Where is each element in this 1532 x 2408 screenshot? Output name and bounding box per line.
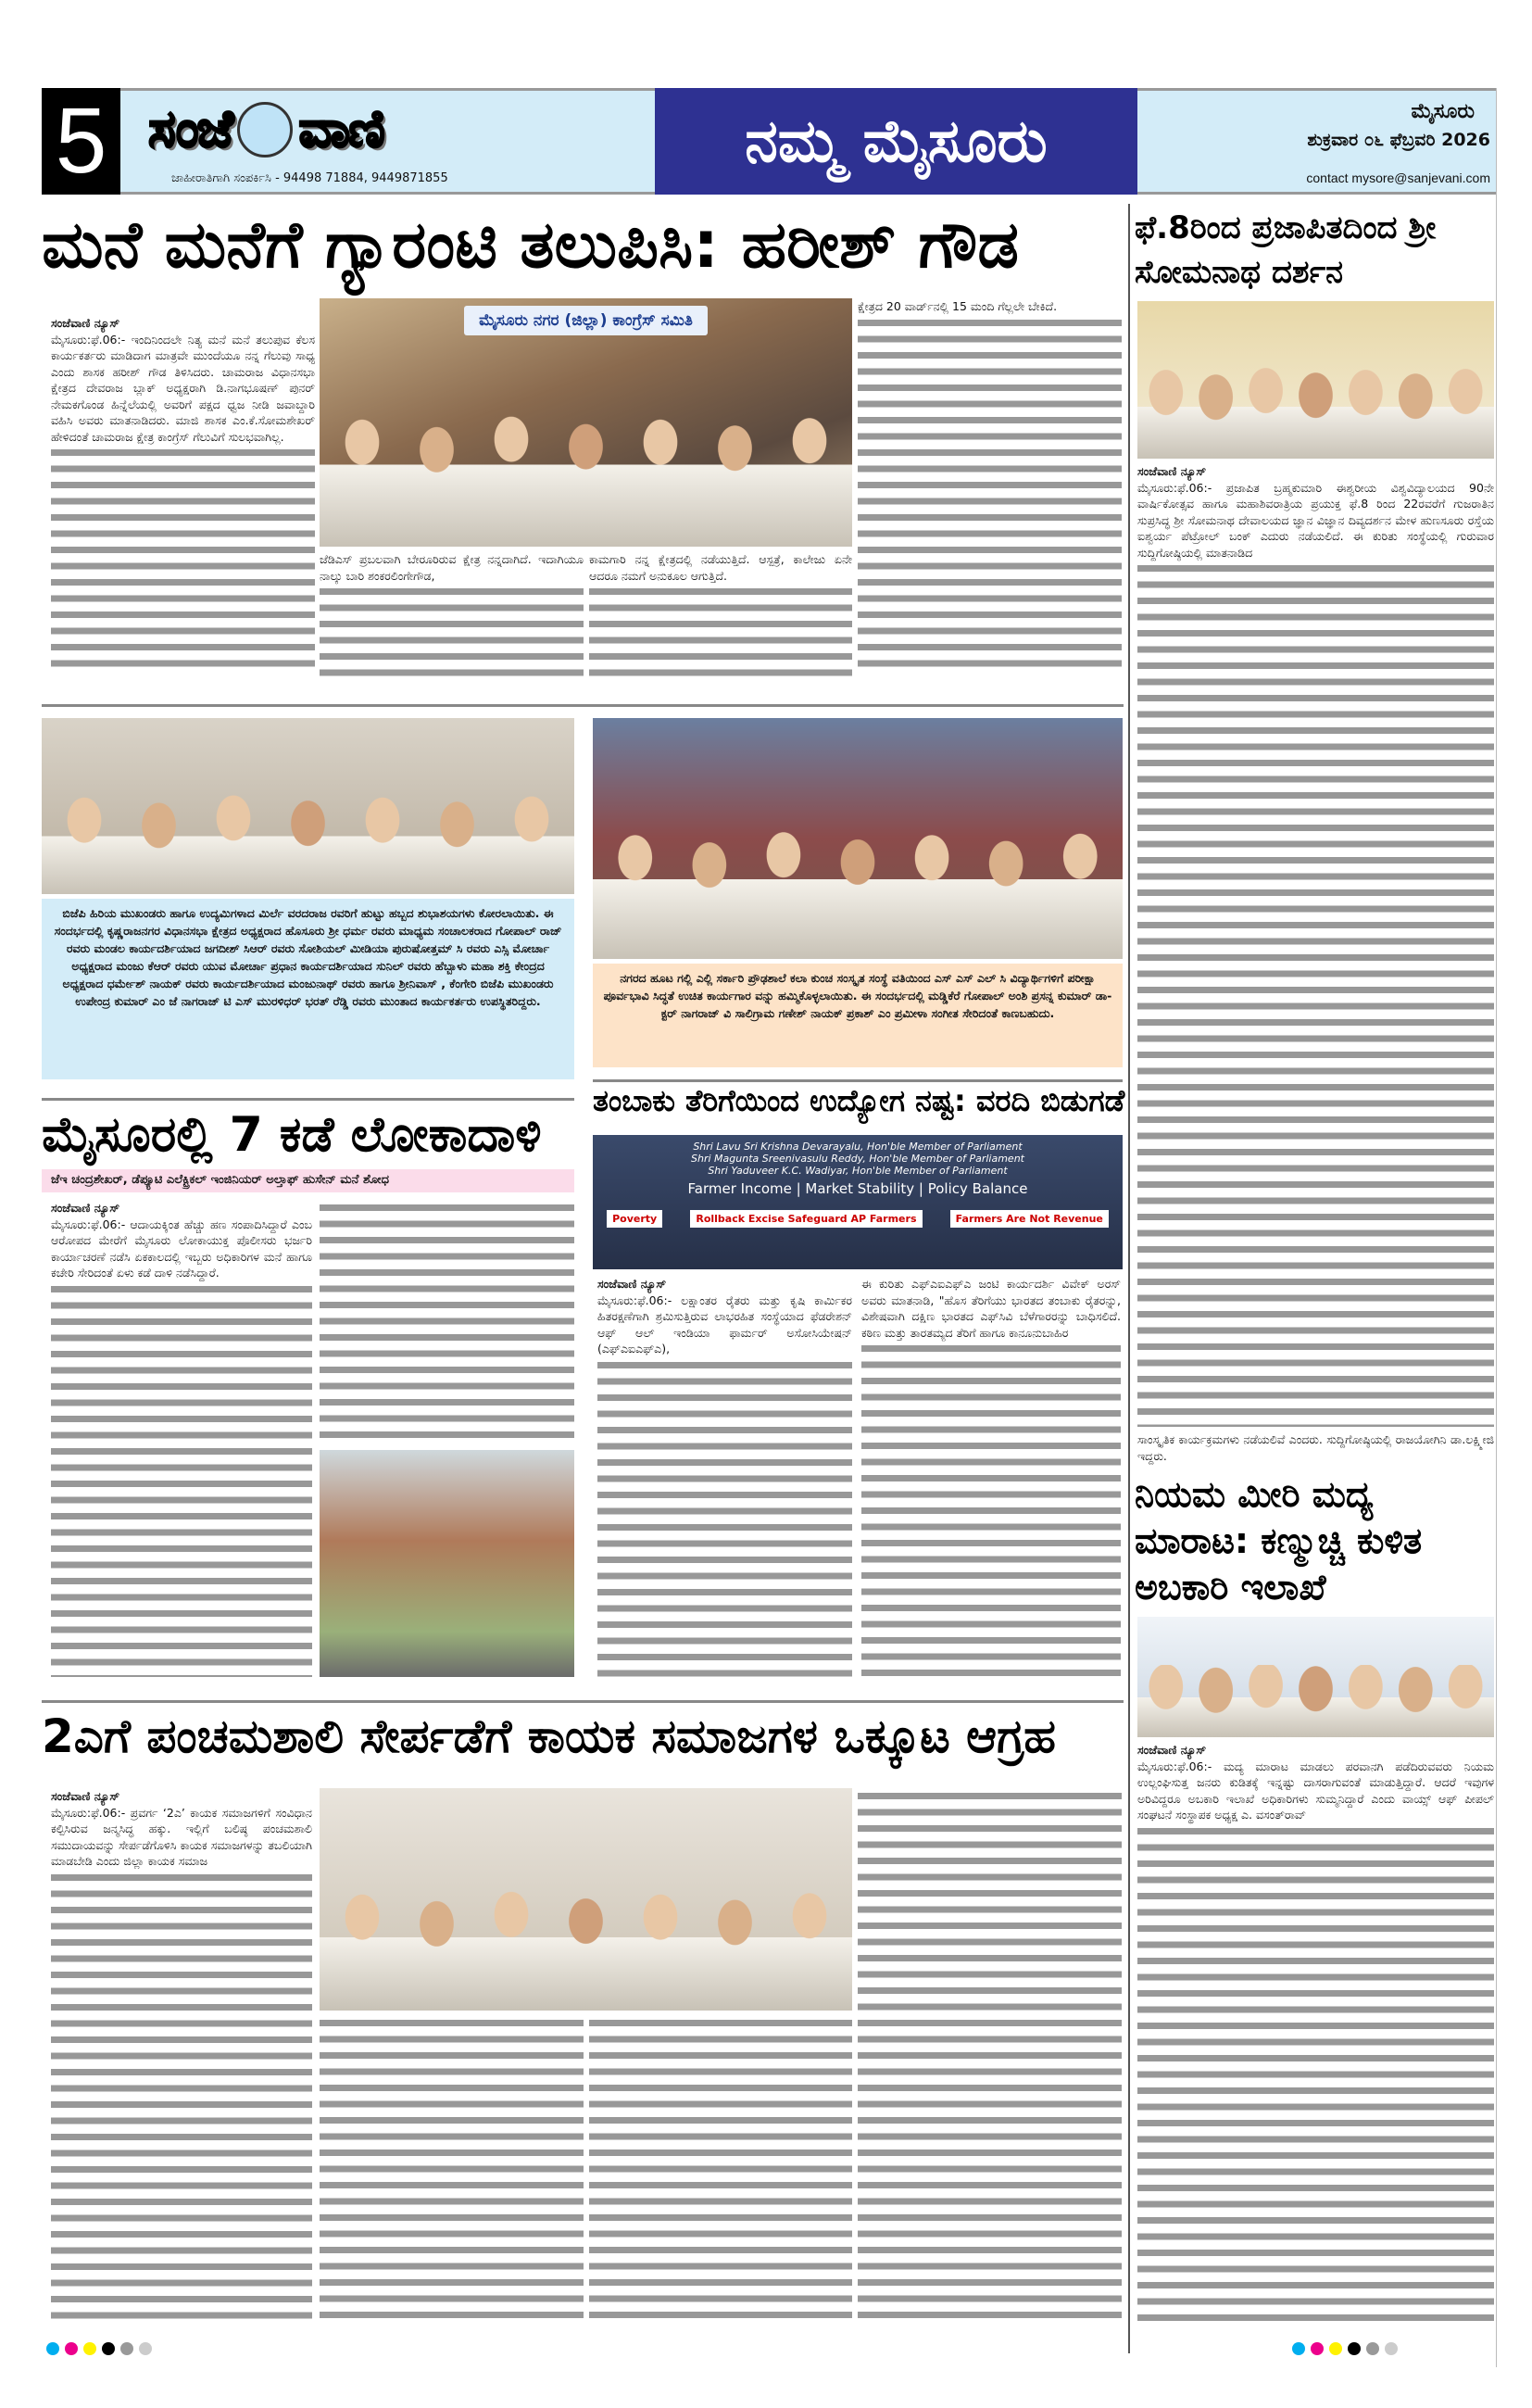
text-lines (320, 584, 584, 676)
byline: ಸಂಜೆವಾಣಿ ನ್ಯೂಸ್ (51, 1789, 120, 1803)
contact-email: contact mysore@sanjevani.com (1306, 170, 1490, 185)
placard: Poverty (607, 1210, 662, 1228)
byline: ಸಂಜೆವಾಣಿ ನ್ಯೂಸ್ (1137, 464, 1207, 478)
article-tobacco-col1 (597, 1276, 852, 1677)
article-text: ಕ್ಷೇತ್ರದ 20 ವಾರ್ಡ್‌ನಲ್ಲಿ 15 ಮಂದಿ ಗೆಲ್ಲಲೇ ಬೇಕಿದೆ. (858, 299, 1058, 313)
section-title: ನಮ್ಮ ಮೈಸೂರು (655, 88, 1137, 195)
text-lines (320, 1200, 574, 1443)
text-lines (320, 2015, 584, 2326)
article-text: ಮೈಸೂರು:ಫೆ.06:- ಮದ್ಯ ಮಾರಾಟ ಮಾಡಲು ಪರವಾನಗಿ ಪಡೆದಿರುವವರು ನಿಯಮ ಉಲ್ಲಂಘಿಸುತ್ತ ಜನರು ಕುಡಿತಕ್ಕೆ ಇನ್ನಷ್ಟು ದಾಸರಾಗುವಂತೆ ಮಾಡುತ್ತಿದ್ದಾರೆ. ಆದರೆ ಇವುಗಳ ಅರಿವಿದ್ದರೂ ಅಬಕಾರಿ ಇಲಾಖೆ ಅಧಿಕಾರಿಗಳು ಸುಮ್ಮನಿದ್ದಾರೆ ಎಂದು ವಾಯ್ಸ್ ಆಫ್ ಪೀಪಲ್ ಸಂಘಟನೆ ಸಂಸ್ಥಾಪಕ ಅಧ್ಯಕ್ಷ ಎ. ವಸಂತ್‌ರಾವ್ (1137, 1759, 1494, 1822)
byline: ಸಂಜೆವಾಣಿ ನ್ಯೂಸ್ (51, 1201, 120, 1215)
photo-workshop (593, 718, 1123, 959)
article-guarantee-col2 (320, 551, 584, 676)
banner-line: Shri Lavu Sri Krishna Devarayalu, Hon'ble Member of Parliament (693, 1141, 1023, 1153)
banner-line: Farmer Income | Market Stability | Policy Balance (687, 1180, 1028, 1197)
edition-city: ಮೈಸೂರು (1411, 100, 1475, 123)
headline-lokayukta: ಮೈಸೂರಲ್ಲಿ 7 ಕಡೆ ಲೋಕಾದಾಳಿ (42, 1107, 542, 1163)
article-panchamasali-col1 (51, 1788, 312, 2326)
photo-somnath-press (1137, 301, 1494, 459)
banner-line: Shri Magunta Sreenivasulu Reddy, Hon'ble Member of Parliament (691, 1153, 1024, 1165)
photo-birthday (42, 718, 574, 894)
section-rule (593, 1079, 1123, 1082)
article-excise (1137, 1742, 1494, 2326)
text-lines (858, 315, 1122, 677)
text-lines (51, 445, 315, 676)
dove-emblem-icon (237, 102, 293, 158)
article-text: ಮೈಸೂರು:ಫೆ.06:- ಪ್ರಜಾಪಿತ ಬ್ರಹ್ಮಕುಮಾರಿ ಈಶ್ವರೀಯ ವಿಶ್ವವಿದ್ಯಾಲಯದ 90ನೇ ವಾರ್ಷಿಕೋತ್ಸವ ಹಾಗೂ ಮಹಾಶಿವರಾತ್ರಿಯ ಪ್ರಯುಕ್ತ ಫೆ.8 ರಿಂದ 22ರವರೆಗೆ ಗುಜರಾತಿನ ಸುಪ್ರಸಿದ್ಧ ಶ್ರೀ ಸೋಮನಾಥ ದೇವಾಲಯದ ಜ್ಞಾನ ವಿಜ್ಞಾನ ದಿವ್ಯದರ್ಶನ ಮೇಳ ಹುಣಸೂರು ರಸ್ತೆಯ ಐಶ್ವರ್ಯ ಪೆಟ್ರೋಲ್ ಬಂಕ್ ಎದುರು ನಡೆಯಲಿದೆ. ಈ ಕುರಿತು ಸಂಸ್ಥೆಯಲ್ಲಿ ಗುರುವಾರ ಸುದ್ದಿಗೋಷ್ಠಿಯಲ್ಲಿ ಮಾತನಾಡಿದ (1137, 480, 1494, 560)
registration-marks-left (46, 2342, 152, 2355)
article-text: ಮೈಸೂರು:ಫೆ.06:- ಪ್ರವರ್ಗ ‘2ಎ’ ಕಾಯಕ ಸಮಾಜಗಳಿಗೆ ಸಂವಿಧಾನ ಕಲ್ಪಿಸಿರುವ ಜನ್ಮಸಿದ್ಧ ಹಕ್ಕು. ಇಲ್ಲಿಗೆ ಬಲಿಷ್ಠ ಪಂಚಮಶಾಲಿ ಸಮುದಾಯವನ್ನು ಸೇರ್ಪಡೆಗೊಳಿಸಿ ಕಾಯಕ ಸಮಾಜಗಳನ್ನು ತಬಲಿಯಾಗಿ ಮಾಡಬೇಡಿ ಎಂದು ಜಿಲ್ಲಾ ಕಾಯಕ ಸಮಾಜ (51, 1805, 312, 1868)
subhead-lokayukta: ಜೆಇ ಚಂದ್ರಶೇಖರ್, ಡೆಪ್ಯೂಟಿ ಎಲೆಕ್ಟ್ರಿಕಲ್ ಇಂಜಿನಿಯರ್ ಅಲ್ತಾಫ್ ಹುಸೇನ್ ಮನೆ ಶೋಧ (42, 1169, 574, 1192)
column-divider (1128, 204, 1130, 2353)
headline-guarantee: ಮನೆ ಮನೆಗೆ ಗ್ಯಾರಂಟಿ ತಲುಪಿಸಿ: ಹರೀಶ್ ಗೌಡ (42, 207, 1020, 283)
banner-line: Shri Yaduveer K.C. Wadiyar, Hon'ble Member of Parliament (708, 1165, 1008, 1177)
article-lokayukta-col2 (320, 1200, 574, 1443)
text-lines (51, 1870, 312, 2326)
text-lines (1137, 1823, 1494, 2326)
section-rule (42, 704, 1124, 707)
article-panchamasali-col4 (858, 1788, 1122, 2326)
article-text: ಮೈಸೂರು:ಫೆ.06:- ಇಂದಿನಿಂದಲೇ ನಿತ್ಯ ಮನೆ ಮನೆ ತಲುಪುವ ಕೆಲಸ ಕಾರ್ಯಕರ್ತರು ಮಾಡಿದಾಗ ಮಾತ್ರವೇ ಮುಂದೆಯೂ ನನ್ನ ಗೆಲುವು ಸಾಧ್ಯ ಎಂದು ಶಾಸಕ ಹರೀಶ್ ಗೌಡ ತಿಳಿಸಿದರು. ಚಾಮರಾಜ ವಿಧಾನಸಭಾ ಕ್ಷೇತ್ರದ ದೇವರಾಜ ಬ್ಲಾಕ್ ಅಧ್ಯಕ್ಷರಾಗಿ ಡಿ.ನಾಗಭೂಷಣ್ ಪುನರ್ ನೇಮಕಗೊಂಡ ಹಿನ್ನೆಲೆಯಲ್ಲಿ ಅವರಿಗೆ ಪಕ್ಷದ ಧ್ವಜ ನೀಡಿ ಜವಾಬ್ದಾರಿ ವಹಿಸಿ ಅವರು ಮಾತನಾಡಿದರು. ಮಾಜಿ ಶಾಸಕ ಎಂ.ಕೆ.ಸೋಮಶೇಖರ್ ಹೇಳಿದಂತೆ ಚಾಮರಾಜ ಕ್ಷೇತ್ರ ಕಾಂಗ್ರೆಸ್ ಗೆಲುವಿಗೆ ಸುಲಭವಾಗಿಲ್ಲ. (51, 332, 315, 444)
caption-workshop: ನಗರದ ಹೂಟ ಗಲ್ಲಿ ಎಲ್ಲಿ ಸರ್ಕಾರಿ ಪ್ರೌಢಶಾಲೆ ಕಲಾ ಕುಂಚ ಸಂಸ್ಕೃತ ಸಂಸ್ಥೆ ವತಿಯಿಂದ ಎಸ್ ಎಸ್ ಎಲ್ ಸಿ ವಿದ್ಯಾರ್ಥಿಗಳಿಗೆ ಪರೀಕ್ಷಾ ಪೂರ್ವಭಾವಿ ಸಿದ್ಧತೆ ಉಚಿತ ಕಾರ್ಯಗಾರ ವನ್ನು ಹಮ್ಮಿಕೊಳ್ಳಲಾಯಿತು. ಈ ಸಂದರ್ಭದಲ್ಲಿ ಮಡ್ಡಿಕೆರೆ ಗೋಪಾಲ್ ಅಂಶಿ ಪ್ರಸನ್ನ ಕುಮಾರ್ ಡಾ-ಕ್ಟರ್ ನಾಗರಾಜ್ ವಿ ಸಾಲಿಗ್ರಾಮ ಗಣೇಶ್ ನಾಯಕ್ ಪ್ರಕಾಶ್ ಎಂ ಪ್ರಮೀಳಾ ಸಂಗೀತ ಸೇರಿದಂತೆ ಕಾಣಬಹುದು. (593, 964, 1123, 1067)
text-lines (858, 1788, 1122, 2326)
article-text: ಮೈಸೂರು:ಫೆ.06:- ಆದಾಯಕ್ಕಿಂತ ಹೆಚ್ಚು ಹಣ ಸಂಪಾದಿಸಿದ್ದಾರೆ ಎಂಬ ಆರೋಪದ ಮೇರೆಗೆ ಮೈಸೂರು ಲೋಕಾಯುಕ್ತ ಪೊಲೀಸರು ಭರ್ಜರಿ ಕಾರ್ಯಾಚರಣೆ ನಡೆಸಿ ಏಕಕಾಲದಲ್ಲಿ ಇಬ್ಬರು ಅಧಿಕಾರಿಗಳ ಮನೆ ಹಾಗೂ ಕಚೇರಿ ಸೇರಿದಂತೆ ಏಳು ಕಡೆ ದಾಳಿ ನಡೆಸಿದ್ದಾರೆ. (51, 1217, 312, 1280)
page-number: 5 (42, 88, 120, 195)
byline: ಸಂಜೆವಾಣಿ ನ್ಯೂಸ್ (1137, 1743, 1207, 1757)
photo-congress-event (320, 298, 852, 547)
photo-excise-press (1137, 1617, 1494, 1737)
page-edge (1496, 88, 1497, 2367)
article-guarantee-col3 (589, 551, 852, 676)
article-text: ಜೆಡಿಎಸ್ ಪ್ರಬಲವಾಗಿ ಬೇರೂರಿರುವ ಕ್ಷೇತ್ರ ನನ್ನದಾಗಿದೆ. ಇದಾಗಿಯೂ ನಾಲ್ಕು ಬಾರಿ ಶಂಕರಲಿಂಗೇಗೌಡ, (320, 552, 584, 583)
headline-panchamasali: 2ಎಗೆ ಪಂಚಮಶಾಲಿ ಸೇರ್ಪಡೆಗೆ ಕಾಯಕ ಸಮಾಜಗಳ ಒಕ್ಕೂಟ ಆಗ್ರಹ (42, 1709, 1056, 1763)
article-guarantee-col4 (858, 298, 1122, 676)
text-lines (1137, 561, 1494, 1427)
article-somnath (1137, 463, 1494, 1427)
byline: ಸಂಜೆವಾಣಿ ನ್ಯೂಸ್ (597, 1277, 667, 1291)
section-rule (42, 1700, 1124, 1703)
photo-house (320, 1450, 574, 1677)
section-rule (42, 1098, 574, 1101)
article-tobacco-col2 (861, 1276, 1121, 1677)
article-guarantee-col1 (51, 315, 315, 676)
registration-marks-right (1292, 2342, 1398, 2355)
placard: Farmers Are Not Revenue (950, 1210, 1109, 1228)
article-somnath-ending: ಸಾಂಸ್ಕೃತಿಕ ಕಾರ್ಯಕ್ರಮಗಳು ನಡೆಯಲಿವೆ ಎಂದರು. ಸುದ್ದಿಗೋಷ್ಠಿಯಲ್ಲಿ ರಾಜಯೋಗಿನಿ ಡಾ.ಲಕ್ಷ್ಮೀಜಿ ಇದ್ದರು. (1137, 1431, 1494, 1469)
text-lines (861, 1341, 1121, 1677)
article-panchamasali-col2 (320, 2015, 584, 2326)
text-lines (51, 1281, 312, 1678)
caption-birthday: ಬಿಜೆಪಿ ಹಿರಿಯ ಮುಖಂಡರು ಹಾಗೂ ಉದ್ಯಮಿಗಳಾದ ಮಿರ್ಲೆ ವರದರಾಜ ರವರಿಗೆ ಹುಟ್ಟು ಹಬ್ಬದ ಶುಭಾಶಯಗಳು ಕೋರಲಾಯಿತು. ಈ ಸಂದರ್ಭದಲ್ಲಿ ಕೃಷ್ಣರಾಜನಗರ ವಿಧಾನಸಭಾ ಕ್ಷೇತ್ರದ ಅಧ್ಯಕ್ಷರಾದ ಹೊಸೂರು ಶ್ರೀ ಧರ್ಮ ರವರು ಮಾಧ್ಯಮ ಸಂಚಾಲಕರಾದ ಗೋಪಾಲ್ ರಾಜ್ ರವರು ಮಂಡಲ ಕಾರ್ಯದರ್ಶಿಯಾದ ಜಗದೀಶ್ ಸಿಆರ್ ರವರು ಸೋಶಿಯಲ್ ಮೀಡಿಯಾ ಪುರುಷೋತ್ತಮ್ ಸಿ ರವರು ಎಸ್ಸಿ ಮೋರ್ಚಾ ಅಧ್ಯಕ್ಷರಾದ ಮಂಜು ಕೆಆರ್ ರವರು ಯುವ ಮೋರ್ಚಾ ಪ್ರಧಾನ ಕಾರ್ಯದರ್ಶಿಯಾದ ಸುನಿಲ್ ರವರು ಹೆಬ್ಬಾಳು ಮಹಾ ಶಕ್ತಿ ಕೇಂದ್ರದ ಅಧ್ಯಕ್ಷರಾದ ಧರ್ಮೇಶ್ ನಾಯಕ್ ರವರು ಕಾರ್ಯದರ್ಶಿಯಾದ ಮಂಜುನಾಥ್ ರವರು ಹಾಗೂ ಶ್ರೀನಿವಾಸ್ , ಕೆಂಗೇರಿ ಬಿಜೆಪಿ ಮುಖಂಡರು ಉಪೇಂದ್ರ ಕುಮಾರ್ ಎಂ ಜೆ ನಾಗರಾಜ್ ಟಿ ಎಸ್ ಮುರಳಿಧರ್ ಭರತ್ ರೆಡ್ಡಿ ರವರು ಮುಂತಾದ ಕಾರ್ಯಕರ್ತರು ಉಪಸ್ಥಿತರಿದ್ದರು. (42, 899, 574, 1079)
text-lines (589, 2015, 852, 2326)
byline: ಸಂಜೆವಾಣಿ ನ್ಯೂಸ್ (51, 316, 120, 330)
edition-date: ಶುಕ್ರವಾರ ೦೬ ಫೆಬ್ರವರಿ 2026 (1307, 130, 1490, 150)
article-text: ಈ ಕುರಿತು ಎಫ್‌ಎಐಎಫ್‌ಎ ಜಂಟಿ ಕಾರ್ಯದರ್ಶಿ ವಿವೇಕ್ ಅರಸ್ ಅವರು ಮಾತನಾಡಿ, "ಹೊಸ ತೆರಿಗೆಯು ಭಾರತದ ತಂಬಾಕು ರೈತರನ್ನು, ವಿಶೇಷವಾಗಿ ದಕ್ಷಿಣ ಭಾರತದ ಎಫ್‌ಸಿವಿ ಬೆಳೆಗಾರರನ್ನು ಬಾಧಿಸಲಿದೆ. ಕಠಿಣ ಮತ್ತು ತಾರತಮ್ಯದ ತೆರಿಗೆ ಹಾಗೂ ಕಾನೂನುಬಾಹಿರ (861, 1277, 1121, 1340)
article-panchamasali-col3 (589, 2015, 852, 2326)
photo-tobacco-report (593, 1135, 1123, 1269)
article-text: ಮೈಸೂರು:ಫೆ.06:- ಲಕ್ಷಾಂತರ ರೈತರು ಮತ್ತು ಕೃಷಿ ಕಾರ್ಮಿಕರ ಹಿತರಕ್ಷಣೆಗಾಗಿ ಶ್ರಮಿಸುತ್ತಿರುವ ಲಾಭರಹಿತ ಸಂಸ್ಥೆಯಾದ ಫೆಡರೇಶನ್ ಆಫ್ ಆಲ್ ಇಂಡಿಯಾ ಫಾರ್ಮರ್ ಅಸೋಸಿಯೇಷನ್ (ಎಫ್‌ಎಐಎಫ್‌ಎ), (597, 1292, 852, 1355)
text-lines (597, 1357, 852, 1678)
placard: Rollback Excise Safeguard AP Farmers (690, 1210, 922, 1228)
headline-somnath: ಫೆ.8ರಿಂದ ಪ್ರಜಾಪಿತದಿಂದ ಶ್ರೀ ಸೋಮನಾಥ ದರ್ಶನ (1135, 209, 1437, 291)
photo-panchamasali-meeting (320, 1788, 852, 2011)
ad-contact: ಜಾಹೀರಾತಿಗಾಗಿ ಸಂಪರ್ಕಿಸಿ - 94498 71884, 9449871855 (171, 171, 448, 185)
article-text: ಕಾಮಗಾರಿ ನನ್ನ ಕ್ಷೇತ್ರದಲ್ಲಿ ನಡೆಯುತ್ತಿದೆ. ಆಸ್ಪತ್ರೆ, ಕಾಲೇಜು ಏನೇ ಆದರೂ ನಮಗೆ ಅನುಕೂಲ ಆಗುತ್ತಿದೆ. (589, 552, 852, 583)
text-lines (589, 584, 852, 676)
article-lokayukta-col1 (51, 1200, 312, 1677)
newspaper-logo: ಸಂಜೆ ವಾಣಿ (148, 99, 383, 159)
headline-tobacco: ತಂಬಾಕು ತೆರಿಗೆಯಿಂದ ಉದ್ಯೋಗ ನಷ್ಟ: ವರದಿ ಬಿಡುಗಡೆ (593, 1083, 1125, 1118)
photo-banner-text: ಮೈಸೂರು ನಗರ (ಜಿಲ್ಲಾ) ಕಾಂಗ್ರೆಸ್ ಸಮಿತಿ (464, 306, 708, 335)
headline-excise: ನಿಯಮ ಮೀರಿ ಮದ್ಯ ಮಾರಾಟ: ಕಣ್ಮುಚ್ಚಿ ಕುಳಿತ ಅಬಕಾರಿ ಇಲಾಖೆ (1135, 1471, 1496, 1610)
